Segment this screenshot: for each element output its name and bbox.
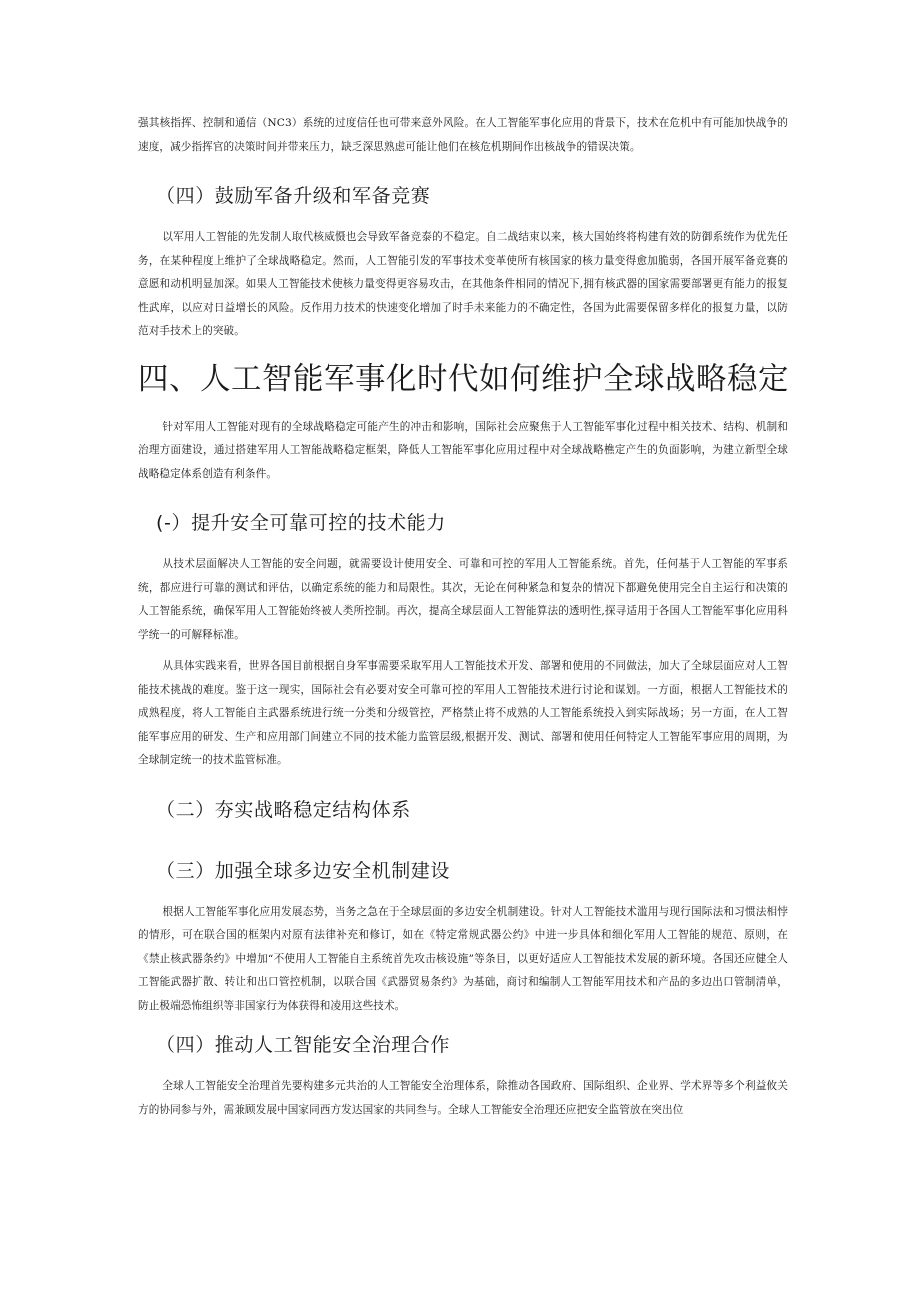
paragraph-governance: 全球人工智能安全治理首先要构建多元共治的人工智能安全治理体系，除推动各国政府、国际组织、企业界、学术界等多个利益攸关方的协同参与外，需兼顾发展中国家同西方发达国家的共同叁与。全球人工智能安全治理还应把安全监管放在突出位 (138, 1080, 788, 1116)
paragraph-nc3-risk: 强其核指挥、控制和通信（NC3）系统的过度信任也可带来意外风险。在人工智能军事化应用的背景下，技术在危机中有可能加快战争的速度，减少指挥官的决策时间并带来压力，缺乏深思熟虑可能让他们在核危机期间作出核战争的错误决策。 (138, 117, 788, 153)
heading-multilateral-mechanism: （三）加强全球多边安全机制建设 (156, 859, 451, 882)
heading-governance-cooperation: （四）推动人工智能安全治理合作 (156, 1034, 451, 1056)
heading-technical-capability: (-）提升安全可靠可控的技术能力 (156, 512, 446, 534)
paragraph-technical-safety: 从技术层面解决人工智能的安全问题，就需要设计使用安全、可靠和可控的军用人工智能系统。首先，任何基于人工智能的军事系统，都应进行可靠的测试和评估，以确定系统的能力和局限性。其次，无论在何种紧急和复杂的情况下都避免使用完全自主运行和决策的人工智能系统，确保军用人工智能始终被人类所控制。再次，提高全球层面人工智能算法的透明性,探寻适用于各国人工智能军事化应用科学统一的可解释标准。 (138, 558, 788, 641)
heading-strategic-structure: （二）夯实战略稳定结构体系 (156, 798, 411, 821)
paragraph-practice: 从具体实践来看，世界各国目前根据自身军事需要采取军用人工智能技术开发、部署和使用的不同做法，加大了全球层面应对人工智能技术挑战的难度。鉴于这一现实，国际社会有必要对安全可靠可控的军用人工智能技术进行讨论和谋划。一方面，根据人工智能技术的成熟程度，将人工智能自主武器系统进行统一分类和分级管控，严格禁止将不成熟的人工智能系统投入到实际战场；另一方面，在人工智能军事应用的研发、生产和应用部门间建立不同的技术能力监管层级,根据开发、测试、部署和使用任何特定人工智能军事应用的周期，为全球制定统一的技术监管标准。 (138, 660, 788, 766)
section-title-global-stability: 四、人工智能军事化时代如何维护全球战略稳定 (138, 361, 789, 397)
heading-arms-race: （四）鼓励军备升级和军备竞赛 (156, 185, 431, 207)
paragraph-arms-race: 以军用人工智能的先发制人取代核威慑也会导致军备竞泰的不稳定。自二战结束以来，核大国始终将构建有效的防御系统作为优先任务，在某种程度上维护了全球战略稳定。然而，人工智能引发的军事技术变革使所有核国家的核力量变得愈加脆弱，各国开展军备竞赛的意愿和动机明显加深。如果人工智能技术使核力量变得更容易攻击，在其他条件相同的情况下,拥有核武器的国家需要部署更有能力的报复性武库，以应对日益增长的风险。反作用力技术的快速变化增加了时手未来能力的不确定性，各国为此需要保留多样化的报复力量，以防范对手技术上的突破。 (138, 231, 788, 337)
paragraph-multilateral: 根据人工智能军事化应用发展态势，当务之急在于全球层面的多边安全机制建设。针对人工智能技术滥用与现行国际法和习惯法相悖的情形，可在联合国的框架内对原有法律补充和修订，如在《特定常规武器公约》中进一步具体和细化军用人工智能的规范、原则，在《禁止核武器条约》中增加“不使用人工智能自主系统首先攻击核设施”等条目，以更好适应人工智能技术发展的新环境。各国还应健全人工智能武器扩散、转让和出口管控机制，以联合国《武器贸易条约》为基础，商讨和编制人工智能军用技术和产品的多边出口管制清单，防止极端恐怖组织等非国家行为体获得和凌用这些技术。 (138, 905, 788, 1012)
paragraph-intro-framework: 针对军用人工智能对现有的全球战略稳定可能产生的冲击和影响，国际社会应聚焦于人工智能军事化过程中相关技术、结构、机制和治理方面建设，通过搭建军用人工智能战略稳定框架，降低人工智能军事化应用过程中对全球战略樵定产生的负面影响，为建立新型全球战略稳定体系创造有利条件。 (138, 420, 788, 480)
document-page (138, 112, 788, 1122)
